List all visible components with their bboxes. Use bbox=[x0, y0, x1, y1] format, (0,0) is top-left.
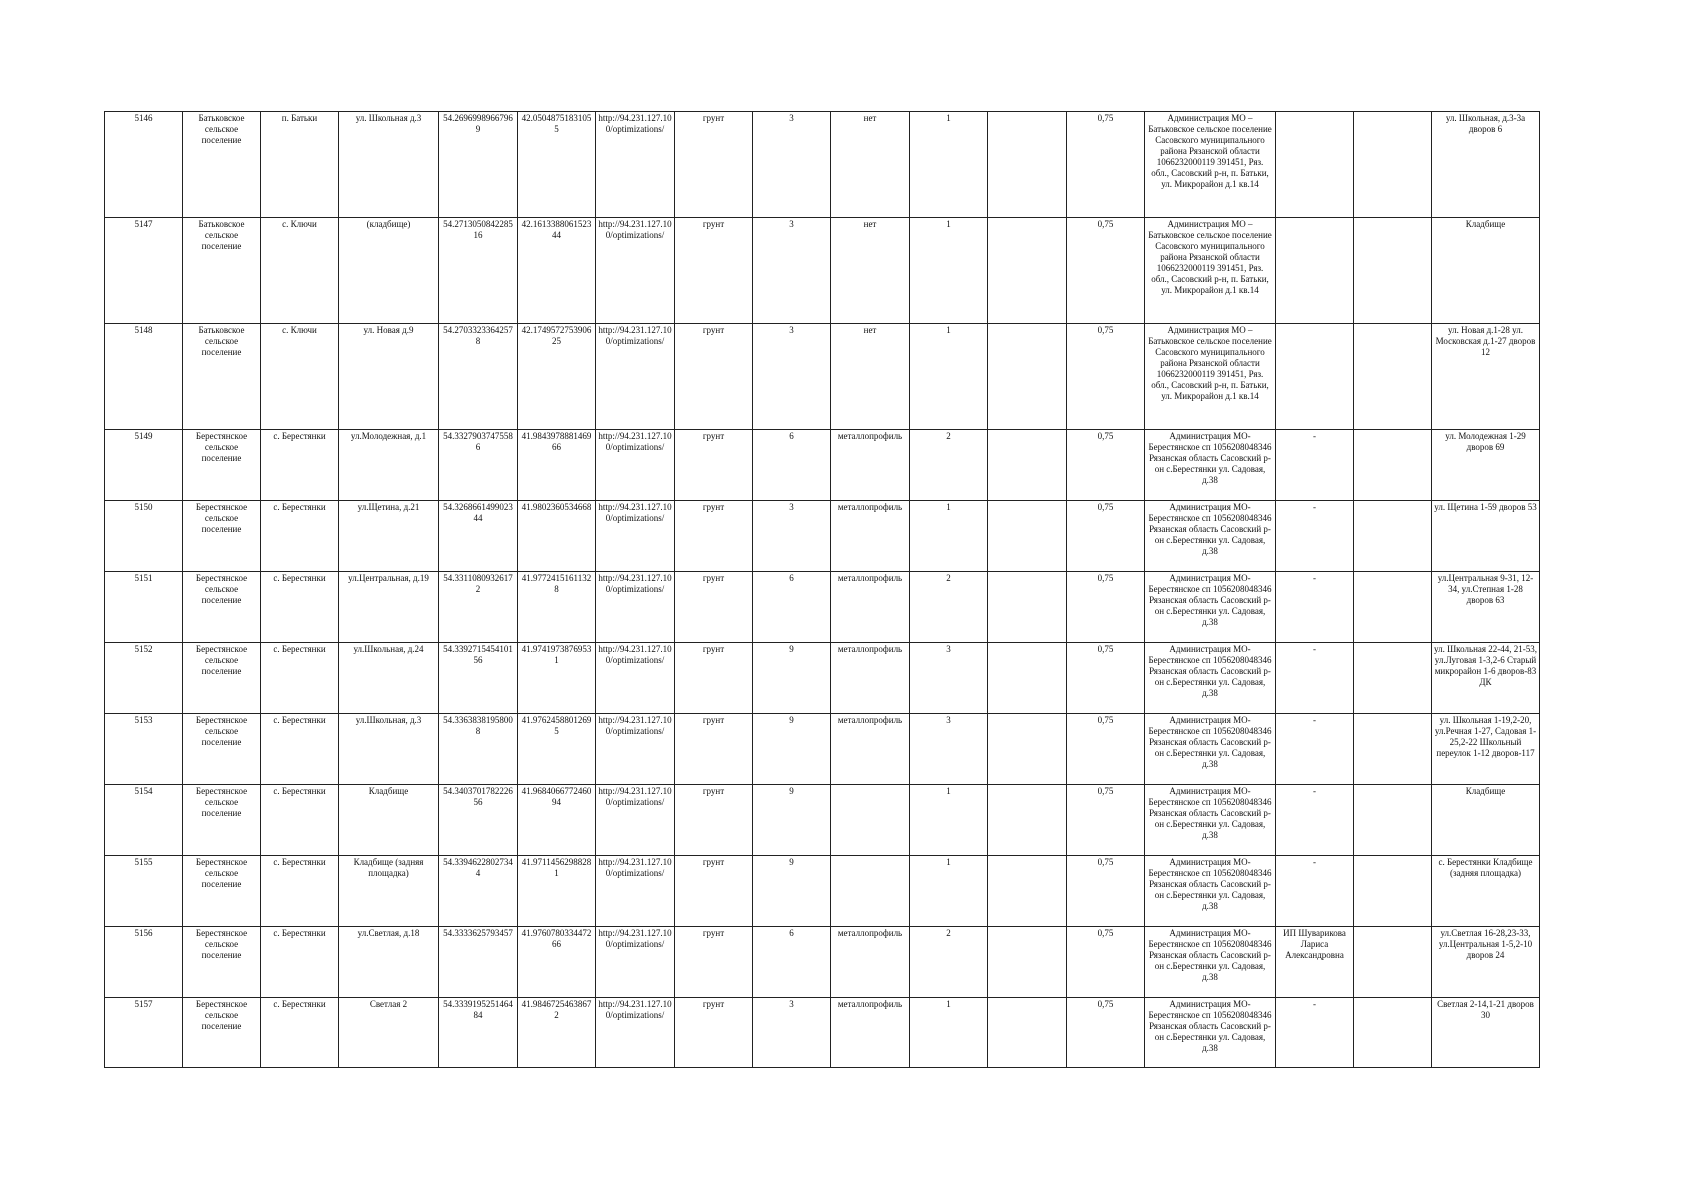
cell-locality: п. Батьки bbox=[261, 112, 339, 218]
cell-c15: - bbox=[1276, 572, 1354, 643]
cell-volume: 0,75 bbox=[1067, 430, 1145, 501]
cell-fence: нет bbox=[831, 112, 910, 218]
table-row bbox=[105, 714, 1540, 785]
registry-table-body bbox=[105, 112, 1540, 1068]
cell-area: 6 bbox=[753, 430, 831, 501]
cell-url: http://94.231.127.10 0/optimizations/ bbox=[596, 324, 675, 430]
cell-surface: грунт bbox=[675, 430, 753, 501]
cell-owner: Администрация МО-Берестянское сп 1056208048346 Рязанская область Сасовский р-он с.Берестянки ул. Садовая, д.38 bbox=[1145, 856, 1276, 927]
cell-containers: 3 bbox=[910, 643, 988, 714]
cell-owner: Администрация МО-Берестянское сп 1056208048346 Рязанская область Сасовский р-он с.Берестянки ул. Садовая, д.38 bbox=[1145, 572, 1276, 643]
cell-c12 bbox=[988, 501, 1067, 572]
cell-num: 5154 bbox=[105, 785, 183, 856]
cell-num: 5150 bbox=[105, 501, 183, 572]
cell-lat: 54.3403701782226 56 bbox=[439, 785, 518, 856]
cell-c15: - bbox=[1276, 785, 1354, 856]
cell-area: 3 bbox=[753, 501, 831, 572]
cell-fence bbox=[831, 785, 910, 856]
cell-locality: с. Берестянки bbox=[261, 430, 339, 501]
cell-c12 bbox=[988, 856, 1067, 927]
cell-address: ул.Школьная, д.24 bbox=[339, 643, 439, 714]
cell-c12 bbox=[988, 998, 1067, 1068]
cell-c16 bbox=[1354, 218, 1432, 324]
cell-lat: 54.3311080932617 2 bbox=[439, 572, 518, 643]
cell-lon: 42.1749572753906 25 bbox=[518, 324, 596, 430]
cell-c16 bbox=[1354, 714, 1432, 785]
cell-c15: - bbox=[1276, 501, 1354, 572]
cell-surface: грунт bbox=[675, 218, 753, 324]
cell-settlement: Берестянское сельское поселение bbox=[183, 998, 261, 1068]
cell-locality: с. Берестянки bbox=[261, 998, 339, 1068]
cell-address: ул.Светлая, д.18 bbox=[339, 927, 439, 998]
cell-lat: 54.3339195251464 84 bbox=[439, 998, 518, 1068]
cell-c15: - bbox=[1276, 430, 1354, 501]
cell-num: 5155 bbox=[105, 856, 183, 927]
cell-owner: Администрация МО – Батьковское сельское поселение Сасовского муниципального района Рязанской области 1066232000119 391451, Ряз. обл., Сасовский р-н, п. Батьки, ул. Микрорайон д.1 кв.14 bbox=[1145, 218, 1276, 324]
cell-c12 bbox=[988, 927, 1067, 998]
cell-c16 bbox=[1354, 643, 1432, 714]
cell-c15: - bbox=[1276, 643, 1354, 714]
cell-volume: 0,75 bbox=[1067, 998, 1145, 1068]
cell-address: ул. Школьная д.3 bbox=[339, 112, 439, 218]
cell-owner: Администрация МО-Берестянское сп 1056208048346 Рязанская область Сасовский р-он с.Берестянки ул. Садовая, д.38 bbox=[1145, 714, 1276, 785]
cell-settlement: Батьковское сельское поселение bbox=[183, 112, 261, 218]
cell-surface: грунт bbox=[675, 643, 753, 714]
table-row bbox=[105, 927, 1540, 998]
cell-fence: металлопрофиль bbox=[831, 501, 910, 572]
cell-owner: Администрация МО-Берестянское сп 1056208048346 Рязанская область Сасовский р-он с.Берестянки ул. Садовая, д.38 bbox=[1145, 643, 1276, 714]
cell-address: ул.Школьная, д.3 bbox=[339, 714, 439, 785]
cell-settlement: Берестянское сельское поселение bbox=[183, 856, 261, 927]
cell-lon: 41.9843978881469 66 bbox=[518, 430, 596, 501]
cell-c12 bbox=[988, 785, 1067, 856]
cell-c16 bbox=[1354, 430, 1432, 501]
cell-url: http://94.231.127.10 0/optimizations/ bbox=[596, 643, 675, 714]
cell-url: http://94.231.127.10 0/optimizations/ bbox=[596, 856, 675, 927]
cell-area: 9 bbox=[753, 785, 831, 856]
table-row bbox=[105, 785, 1540, 856]
cell-c15: - bbox=[1276, 714, 1354, 785]
cell-address: Кладбище bbox=[339, 785, 439, 856]
cell-sources: ул. Школьная 1-19,2-20, ул.Речная 1-27, Садовая 1-25,2-22 Школьный переулок 1-12 дворов-117 bbox=[1432, 714, 1540, 785]
cell-settlement: Берестянское сельское поселение bbox=[183, 785, 261, 856]
cell-c15 bbox=[1276, 112, 1354, 218]
table-row bbox=[105, 112, 1540, 218]
cell-volume: 0,75 bbox=[1067, 112, 1145, 218]
cell-settlement: Берестянское сельское поселение bbox=[183, 430, 261, 501]
cell-volume: 0,75 bbox=[1067, 714, 1145, 785]
table-row bbox=[105, 572, 1540, 643]
cell-url: http://94.231.127.10 0/optimizations/ bbox=[596, 218, 675, 324]
cell-c12 bbox=[988, 572, 1067, 643]
cell-address: ул.Щетина, д.21 bbox=[339, 501, 439, 572]
cell-locality: с. Ключи bbox=[261, 324, 339, 430]
cell-locality: с. Берестянки bbox=[261, 643, 339, 714]
cell-surface: грунт bbox=[675, 572, 753, 643]
cell-lon: 41.9711456298828 1 bbox=[518, 856, 596, 927]
cell-surface: грунт bbox=[675, 112, 753, 218]
cell-num: 5156 bbox=[105, 927, 183, 998]
cell-lat: 54.2703323364257 8 bbox=[439, 324, 518, 430]
cell-address: ул. Новая д.9 bbox=[339, 324, 439, 430]
cell-containers: 1 bbox=[910, 785, 988, 856]
cell-surface: грунт bbox=[675, 324, 753, 430]
table-row bbox=[105, 324, 1540, 430]
cell-num: 5146 bbox=[105, 112, 183, 218]
cell-containers: 3 bbox=[910, 714, 988, 785]
cell-sources: Кладбище bbox=[1432, 218, 1540, 324]
cell-lat: 54.2713050842285 16 bbox=[439, 218, 518, 324]
cell-settlement: Берестянское сельское поселение bbox=[183, 501, 261, 572]
cell-settlement: Батьковское сельское поселение bbox=[183, 218, 261, 324]
table-row bbox=[105, 643, 1540, 714]
cell-fence: нет bbox=[831, 324, 910, 430]
cell-sources: ул. Новая д.1-28 ул. Московская д.1-27 дворов 12 bbox=[1432, 324, 1540, 430]
cell-c16 bbox=[1354, 998, 1432, 1068]
cell-locality: с. Ключи bbox=[261, 218, 339, 324]
cell-containers: 1 bbox=[910, 501, 988, 572]
cell-settlement: Берестянское сельское поселение bbox=[183, 572, 261, 643]
registry-table bbox=[104, 111, 1540, 1068]
cell-fence: металлопрофиль bbox=[831, 572, 910, 643]
cell-volume: 0,75 bbox=[1067, 324, 1145, 430]
cell-area: 9 bbox=[753, 856, 831, 927]
cell-surface: грунт bbox=[675, 501, 753, 572]
cell-fence: металлопрофиль bbox=[831, 430, 910, 501]
cell-c12 bbox=[988, 218, 1067, 324]
cell-c12 bbox=[988, 643, 1067, 714]
cell-area: 9 bbox=[753, 714, 831, 785]
cell-lat: 54.3333625793457 bbox=[439, 927, 518, 998]
cell-url: http://94.231.127.10 0/optimizations/ bbox=[596, 112, 675, 218]
cell-num: 5152 bbox=[105, 643, 183, 714]
cell-url: http://94.231.127.10 0/optimizations/ bbox=[596, 785, 675, 856]
cell-volume: 0,75 bbox=[1067, 856, 1145, 927]
cell-volume: 0,75 bbox=[1067, 785, 1145, 856]
cell-sources: с. Берестянки Кладбище (задняя площадка) bbox=[1432, 856, 1540, 927]
cell-lon: 41.9802360534668 bbox=[518, 501, 596, 572]
cell-address: Светлая 2 bbox=[339, 998, 439, 1068]
cell-lon: 41.9684066772460 94 bbox=[518, 785, 596, 856]
cell-address: (кладбище) bbox=[339, 218, 439, 324]
cell-c15 bbox=[1276, 218, 1354, 324]
cell-surface: грунт bbox=[675, 785, 753, 856]
cell-locality: с. Берестянки bbox=[261, 714, 339, 785]
cell-c15: - bbox=[1276, 998, 1354, 1068]
cell-lat: 54.3392715454101 56 bbox=[439, 643, 518, 714]
cell-num: 5153 bbox=[105, 714, 183, 785]
cell-lon: 41.9741973876953 1 bbox=[518, 643, 596, 714]
cell-surface: грунт bbox=[675, 998, 753, 1068]
cell-url: http://94.231.127.10 0/optimizations/ bbox=[596, 927, 675, 998]
table-row bbox=[105, 501, 1540, 572]
cell-address: Кладбище (задняя площадка) bbox=[339, 856, 439, 927]
cell-address: ул.Молодежная, д.1 bbox=[339, 430, 439, 501]
cell-containers: 2 bbox=[910, 430, 988, 501]
cell-containers: 1 bbox=[910, 112, 988, 218]
cell-lat: 54.2696998966796 9 bbox=[439, 112, 518, 218]
cell-area: 3 bbox=[753, 218, 831, 324]
cell-lat: 54.3363838195800 8 bbox=[439, 714, 518, 785]
cell-sources: Кладбище bbox=[1432, 785, 1540, 856]
cell-url: http://94.231.127.10 0/optimizations/ bbox=[596, 998, 675, 1068]
cell-sources: ул. Молодежная 1-29 дворов 69 bbox=[1432, 430, 1540, 501]
cell-area: 6 bbox=[753, 927, 831, 998]
cell-num: 5149 bbox=[105, 430, 183, 501]
cell-locality: с. Берестянки bbox=[261, 785, 339, 856]
cell-url: http://94.231.127.10 0/optimizations/ bbox=[596, 430, 675, 501]
cell-area: 3 bbox=[753, 112, 831, 218]
cell-sources: ул. Школьная 22-44, 21-53, ул.Луговая 1-3,2-6 Старый микрорайон 1-6 дворов-83 ДК bbox=[1432, 643, 1540, 714]
cell-sources: ул. Школьная, д.3-3а дворов 6 bbox=[1432, 112, 1540, 218]
cell-c12 bbox=[988, 324, 1067, 430]
cell-owner: Администрация МО-Берестянское сп 1056208048346 Рязанская область Сасовский р-он с.Берестянки ул. Садовая, д.38 bbox=[1145, 998, 1276, 1068]
cell-c16 bbox=[1354, 927, 1432, 998]
cell-c16 bbox=[1354, 785, 1432, 856]
cell-c15 bbox=[1276, 324, 1354, 430]
cell-c16 bbox=[1354, 324, 1432, 430]
cell-owner: Администрация МО-Берестянское сп 1056208048346 Рязанская область Сасовский р-он с.Берестянки ул. Садовая, д.38 bbox=[1145, 785, 1276, 856]
cell-address: ул.Центральная, д.19 bbox=[339, 572, 439, 643]
cell-owner: Администрация МО – Батьковское сельское поселение Сасовского муниципального района Рязанской области 1066232000119 391451, Ряз. обл., Сасовский р-н, п. Батьки, ул. Микрорайон д.1 кв.14 bbox=[1145, 112, 1276, 218]
cell-area: 3 bbox=[753, 324, 831, 430]
cell-area: 3 bbox=[753, 998, 831, 1068]
cell-c16 bbox=[1354, 112, 1432, 218]
cell-c15: - bbox=[1276, 856, 1354, 927]
cell-volume: 0,75 bbox=[1067, 501, 1145, 572]
table-row bbox=[105, 430, 1540, 501]
cell-surface: грунт bbox=[675, 714, 753, 785]
cell-area: 9 bbox=[753, 643, 831, 714]
cell-fence: металлопрофиль bbox=[831, 643, 910, 714]
cell-url: http://94.231.127.10 0/optimizations/ bbox=[596, 714, 675, 785]
cell-locality: с. Берестянки bbox=[261, 501, 339, 572]
cell-owner: Администрация МО-Берестянское сп 1056208048346 Рязанская область Сасовский р-он с.Берестянки ул. Садовая, д.38 bbox=[1145, 501, 1276, 572]
cell-area: 6 bbox=[753, 572, 831, 643]
cell-locality: с. Берестянки bbox=[261, 572, 339, 643]
cell-num: 5151 bbox=[105, 572, 183, 643]
cell-num: 5148 bbox=[105, 324, 183, 430]
cell-sources: ул. Щетина 1-59 дворов 53 bbox=[1432, 501, 1540, 572]
table-row bbox=[105, 218, 1540, 324]
cell-lon: 41.9762458801269 5 bbox=[518, 714, 596, 785]
cell-volume: 0,75 bbox=[1067, 218, 1145, 324]
cell-settlement: Берестянское сельское поселение bbox=[183, 643, 261, 714]
cell-lon: 42.1613388061523 44 bbox=[518, 218, 596, 324]
cell-sources: Светлая 2-14,1-21 дворов 30 bbox=[1432, 998, 1540, 1068]
cell-locality: с. Берестянки bbox=[261, 927, 339, 998]
cell-surface: грунт bbox=[675, 927, 753, 998]
cell-c16 bbox=[1354, 856, 1432, 927]
cell-c16 bbox=[1354, 501, 1432, 572]
cell-containers: 1 bbox=[910, 218, 988, 324]
table-row bbox=[105, 998, 1540, 1068]
cell-lon: 41.9772415161132 8 bbox=[518, 572, 596, 643]
cell-c12 bbox=[988, 430, 1067, 501]
cell-fence bbox=[831, 856, 910, 927]
cell-num: 5147 bbox=[105, 218, 183, 324]
cell-fence: нет bbox=[831, 218, 910, 324]
table-row bbox=[105, 856, 1540, 927]
cell-fence: металлопрофиль bbox=[831, 998, 910, 1068]
cell-num: 5157 bbox=[105, 998, 183, 1068]
cell-sources: ул.Центральная 9-31, 12-34, ул.Степная 1-28 дворов 63 bbox=[1432, 572, 1540, 643]
cell-containers: 1 bbox=[910, 324, 988, 430]
cell-c15: ИП Шуварикова Лариса Александровна bbox=[1276, 927, 1354, 998]
cell-settlement: Берестянское сельское поселение bbox=[183, 927, 261, 998]
cell-owner: Администрация МО – Батьковское сельское поселение Сасовского муниципального района Рязанской области 1066232000119 391451, Ряз. обл., Сасовский р-н, п. Батьки, ул. Микрорайон д.1 кв.14 bbox=[1145, 324, 1276, 430]
cell-volume: 0,75 bbox=[1067, 643, 1145, 714]
cell-owner: Администрация МО-Берестянское сп 1056208048346 Рязанская область Сасовский р-он с.Берестянки ул. Садовая, д.38 bbox=[1145, 927, 1276, 998]
cell-lon: 41.9760780334472 66 bbox=[518, 927, 596, 998]
cell-containers: 1 bbox=[910, 998, 988, 1068]
cell-containers: 1 bbox=[910, 856, 988, 927]
cell-lat: 54.3394622802734 4 bbox=[439, 856, 518, 927]
cell-fence: металлопрофиль bbox=[831, 714, 910, 785]
cell-surface: грунт bbox=[675, 856, 753, 927]
cell-containers: 2 bbox=[910, 572, 988, 643]
cell-sources: ул.Светлая 16-28,23-33, ул.Центральная 1-5,2-10 дворов 24 bbox=[1432, 927, 1540, 998]
cell-owner: Администрация МО-Берестянское сп 1056208048346 Рязанская область Сасовский р-он с.Берестянки ул. Садовая, д.38 bbox=[1145, 430, 1276, 501]
cell-lon: 41.9846725463867 2 bbox=[518, 998, 596, 1068]
cell-volume: 0,75 bbox=[1067, 572, 1145, 643]
cell-settlement: Батьковское сельское поселение bbox=[183, 324, 261, 430]
cell-c16 bbox=[1354, 572, 1432, 643]
cell-url: http://94.231.127.10 0/optimizations/ bbox=[596, 572, 675, 643]
cell-c12 bbox=[988, 112, 1067, 218]
cell-containers: 2 bbox=[910, 927, 988, 998]
cell-fence: металлопрофиль bbox=[831, 927, 910, 998]
cell-lat: 54.3327903747558 6 bbox=[439, 430, 518, 501]
cell-c12 bbox=[988, 714, 1067, 785]
cell-lon: 42.0504875183105 5 bbox=[518, 112, 596, 218]
cell-volume: 0,75 bbox=[1067, 927, 1145, 998]
cell-settlement: Берестянское сельское поселение bbox=[183, 714, 261, 785]
cell-lat: 54.3268661499023 44 bbox=[439, 501, 518, 572]
cell-locality: с. Берестянки bbox=[261, 856, 339, 927]
cell-url: http://94.231.127.10 0/optimizations/ bbox=[596, 501, 675, 572]
